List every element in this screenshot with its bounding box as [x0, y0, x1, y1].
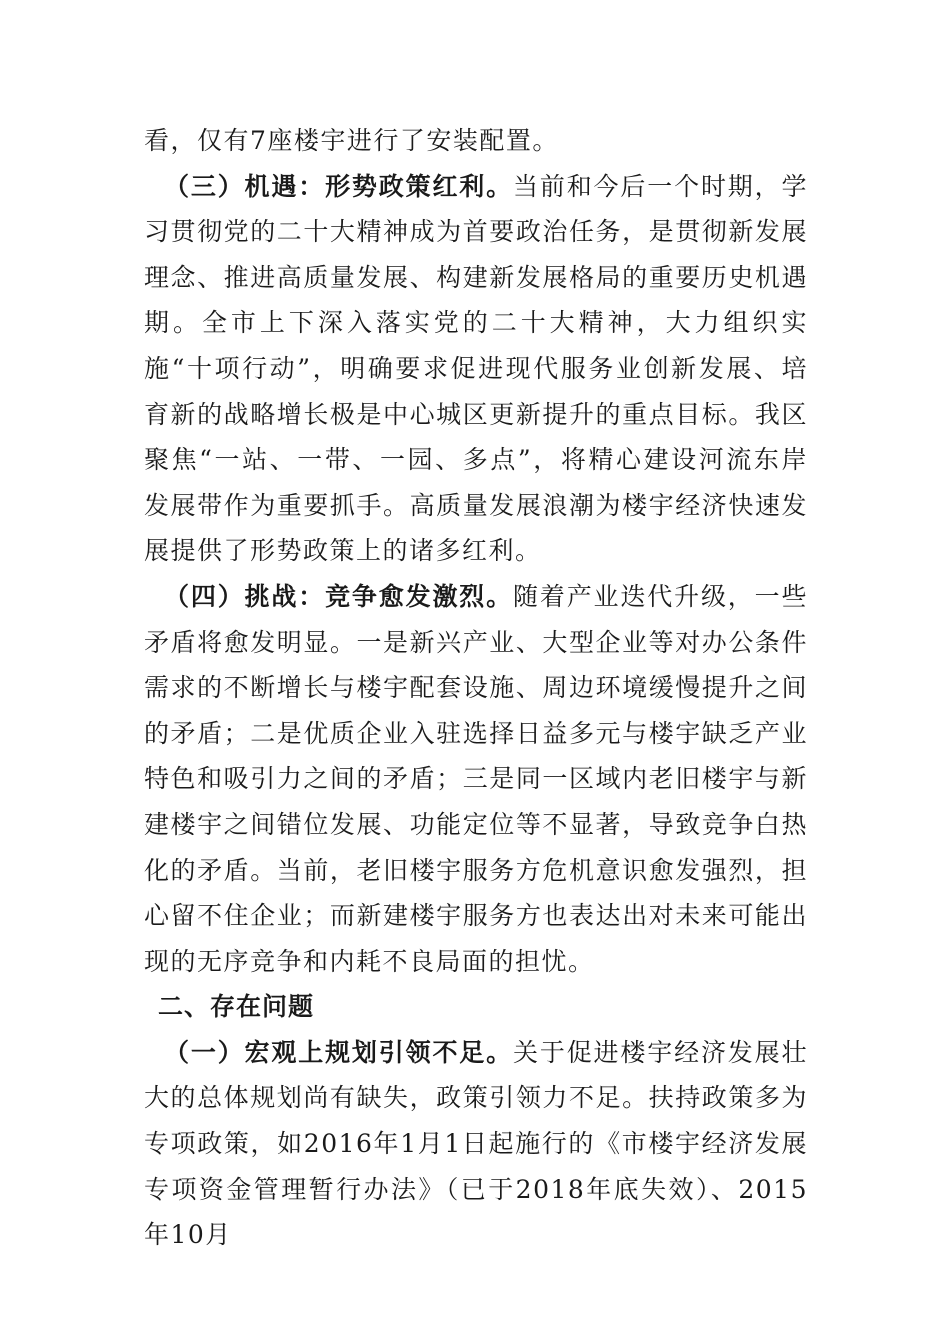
paragraph-lead: （一）宏观上规划引领不足。: [164, 1037, 514, 1067]
document-body: [144, 118, 808, 1258]
paragraph-challenge: [144, 574, 808, 984]
paragraph-continuation: [144, 118, 808, 164]
paragraph-opportunity: [144, 164, 808, 574]
paragraph-lead: （四）挑战：竞争愈发激烈。: [164, 581, 514, 611]
paragraph-text: 随着产业迭代升级，一些矛盾将愈发明显。一是新兴产业、大型企业等对办公条件需求的不断增长与楼宇配套设施、周边环境缓慢提升之间的矛盾；二是优质企业入驻选择日益多元与楼宇缺乏产业特色和吸引力之间的矛盾；三是同一区域内老旧楼宇与新建楼宇之间错位发展、功能定位等不显著，导致竞争白热化的矛盾。当前，老旧楼宇服务方危机意识愈发强烈，担心留不住企业；而新建楼宇服务方也表达出对未来可能出现的无序竞争和内耗不良局面的担忧。: [144, 581, 808, 976]
paragraph-lead: （三）机遇：形势政策红利。: [164, 171, 514, 201]
paragraph-planning: [144, 1030, 808, 1258]
paragraph-text: 关于促进楼宇经济发展壮大的总体规划尚有缺失，政策引领力不足。扶持政策多为专项政策，如2016年1月1日起施行的《市楼宇经济发展专项资金管理暂行办法》（已于2018年底失效）、2015年10月: [144, 1037, 808, 1250]
paragraph-text: 看，仅有7座楼宇进行了安装配置。: [144, 126, 559, 155]
section-heading: 二、存在问题: [158, 992, 315, 1022]
paragraph-text: 当前和今后一个时期，学习贯彻党的二十大精神成为首要政治任务，是贯彻新发展理念、推进高质量发展、构建新发展格局的重要历史机遇期。全市上下深入落实党的二十大精神，大力组织实施“十项行动”，明确要求促进现代服务业创新发展、培育新的战略增长极是中心城区更新提升的重点目标。我区聚焦“一站、一带、一园、多点”，将精心建设河流东岸发展带作为重要抓手。高质量发展浪潮为楼宇经济快速发展提供了形势政策上的诸多红利。: [144, 171, 808, 566]
